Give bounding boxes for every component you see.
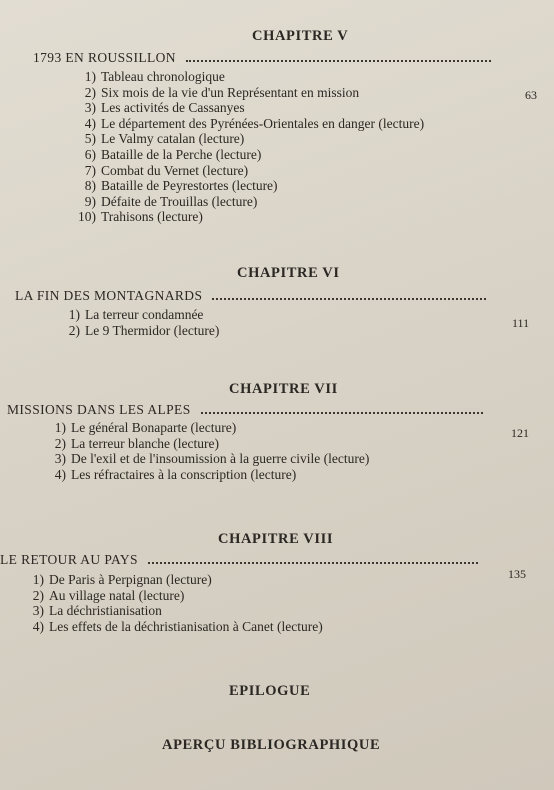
dot-leader <box>186 60 491 62</box>
item-text: Bataille de Peyrestortes (lecture) <box>101 178 278 194</box>
list-item <box>50 323 219 339</box>
item-text: Les réfractaires à la conscription (lecture) <box>71 466 297 482</box>
item-number: 1) <box>84 69 96 84</box>
item-text: Bataille de la Perche (lecture) <box>101 146 262 162</box>
list-item <box>66 85 424 101</box>
chapter-heading-text: LA FIN DES MONTAGNARDS <box>15 288 203 303</box>
item-number: 4) <box>84 115 96 131</box>
list-item <box>36 436 369 452</box>
section-list <box>50 307 219 338</box>
section-list <box>66 69 424 225</box>
item-text: La terreur condamnée <box>85 307 204 322</box>
chapter-heading <box>15 288 490 304</box>
list-item <box>50 307 219 323</box>
item-text: Combat du Vernet (lecture) <box>101 162 249 178</box>
list-item <box>36 451 369 467</box>
page-number: 63 <box>525 88 537 102</box>
item-text: Le Valmy catalan (lecture) <box>101 131 245 147</box>
chapter-heading-text: 1793 EN ROUSSILLON <box>33 50 176 65</box>
list-item <box>66 178 424 194</box>
chapter-heading-text: LE RETOUR AU PAYS <box>0 552 138 567</box>
item-number: 7) <box>84 162 96 178</box>
list-item <box>66 131 424 147</box>
chapter-title: CHAPITRE VIII <box>218 531 334 547</box>
list-item <box>66 147 424 163</box>
item-number: 2) <box>84 84 96 100</box>
item-text: Défaite de Trouillas (lecture) <box>101 193 258 209</box>
dot-leader <box>148 562 478 564</box>
item-number: 3) <box>32 603 44 619</box>
item-text: Les effets de la déchristianisation à Canet (lecture) <box>49 618 323 634</box>
item-number: 3) <box>84 100 96 116</box>
item-number: 9) <box>84 193 96 209</box>
list-item <box>66 100 424 116</box>
section-list <box>36 420 369 482</box>
item-number: 1) <box>54 420 66 435</box>
item-text: Le 9 Thermidor (lecture) <box>85 322 220 338</box>
item-number: 4) <box>32 618 44 634</box>
item-text: Au village natal (lecture) <box>49 587 185 603</box>
epilogue-heading: EPILOGUE <box>229 683 311 699</box>
chapter-heading <box>33 50 495 66</box>
item-text: La déchristianisation <box>49 603 162 619</box>
section-list <box>20 572 323 634</box>
list-item <box>20 619 323 635</box>
item-number: 10) <box>78 209 96 225</box>
chapter-heading-text: MISSIONS DANS LES ALPES <box>7 402 191 417</box>
item-number: 8) <box>84 178 96 194</box>
item-text: Les activités de Cassanyes <box>101 100 245 116</box>
item-number: 2) <box>54 435 66 451</box>
item-number: 3) <box>54 451 66 467</box>
list-item <box>66 116 424 132</box>
item-number: 1) <box>32 572 44 587</box>
item-text: De l'exil et de l'insoumission à la guerre civile (lecture) <box>71 451 370 467</box>
item-text: De Paris à Perpignan (lecture) <box>49 572 212 587</box>
list-item <box>66 163 424 179</box>
list-item <box>20 572 323 588</box>
item-text: Le général Bonaparte (lecture) <box>71 420 237 435</box>
item-text: Le département des Pyrénées-Orientales en danger (lecture) <box>101 115 425 131</box>
list-item <box>20 588 323 604</box>
chapter-heading <box>0 552 482 568</box>
chapter-heading <box>7 402 487 418</box>
page-number: 121 <box>511 426 529 440</box>
item-text: Tableau chronologique <box>101 69 225 84</box>
dot-leader <box>201 412 483 414</box>
page-number: 111 <box>512 316 530 330</box>
item-text: Trahisons (lecture) <box>101 209 203 225</box>
page-number: 135 <box>508 567 526 581</box>
list-item <box>66 209 424 225</box>
bibliography-heading: APERÇU BIBLIOGRAPHIQUE <box>162 737 381 753</box>
list-item <box>66 194 424 210</box>
item-number: 4) <box>54 466 66 482</box>
item-number: 2) <box>68 322 80 338</box>
chapter-title: CHAPITRE V <box>252 28 349 44</box>
item-text: La terreur blanche (lecture) <box>71 435 220 451</box>
list-item <box>66 69 424 85</box>
chapter-title: CHAPITRE VI <box>237 265 340 281</box>
dot-leader <box>212 298 486 300</box>
item-number: 5) <box>84 131 96 147</box>
list-item <box>36 420 369 436</box>
item-number: 1) <box>68 307 80 322</box>
list-item <box>20 603 323 619</box>
list-item <box>36 467 369 483</box>
item-number: 6) <box>84 146 96 162</box>
item-number: 2) <box>32 587 44 603</box>
item-text: Six mois de la vie d'un Représentant en mission <box>101 84 360 100</box>
chapter-title: CHAPITRE VII <box>229 381 338 397</box>
